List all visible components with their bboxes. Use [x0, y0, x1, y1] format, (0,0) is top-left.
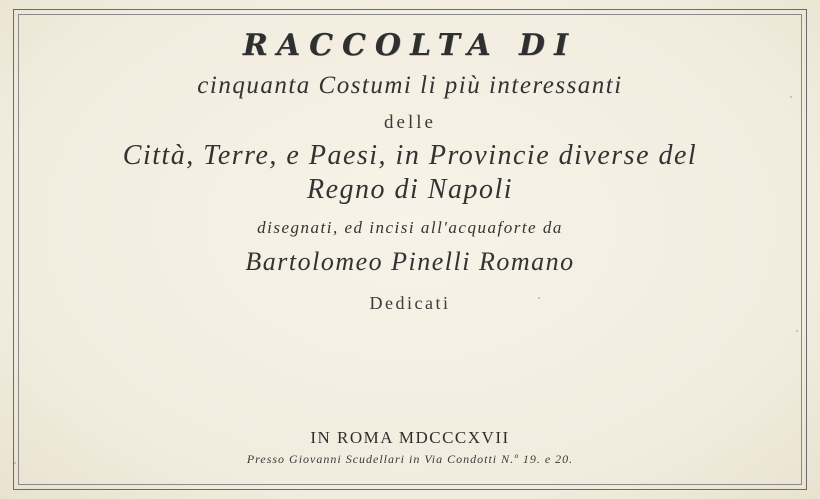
publisher-address: Presso Giovanni Scudellari in Via Condotti N.º 19. e 20.	[246, 452, 574, 466]
paper-speck	[538, 297, 540, 299]
engraving-credit-line: disegnati, ed incisi all'acquaforte da	[257, 218, 563, 237]
kingdom-line: Regno di Napoli	[306, 174, 514, 205]
places-line: Città, Terre, e Paesi, in Provincie diverse del	[122, 140, 698, 171]
dedication-word: Dedicati	[369, 293, 451, 313]
main-title: RACCOLTA DI	[242, 28, 578, 63]
artist-name: Bartolomeo Pinelli Romano	[245, 247, 575, 276]
paper-speck	[790, 96, 792, 98]
subtitle-line: cinquanta Costumi li più interessanti	[197, 72, 623, 99]
paper-speck	[796, 330, 798, 332]
imprint-place-date: IN ROMA MDCCCXVII	[310, 428, 510, 447]
paper-speck	[14, 462, 16, 464]
connector-word: delle	[384, 112, 436, 133]
